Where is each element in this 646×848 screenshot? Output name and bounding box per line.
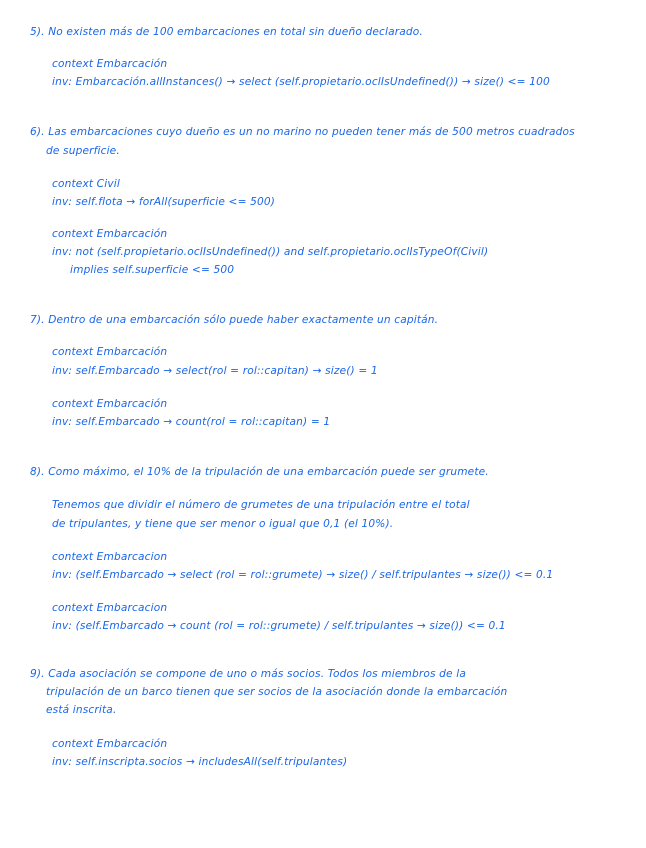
item-5-context: context Embarcación: [52, 58, 168, 70]
item-7-context-a: context Embarcación: [52, 346, 168, 358]
item-8-heading: 8). Como máximo, el 10% de la tripulación de una embarcación puede ser grumete.: [30, 466, 489, 478]
item-6-invariant-embarcacion: inv: not (self.propietario.oclIsUndefined()) and self.propietario.oclIsTypeOf(Civil): [52, 246, 489, 258]
item-7-context-b: context Embarcación: [52, 398, 168, 410]
item-8-paragraph-line-1: Tenemos que dividir el número de grumetes de una tripulación entre el total: [52, 499, 470, 511]
item-8-context-a: context Embarcacion: [52, 551, 168, 563]
item-8-context-b: context Embarcacion: [52, 602, 168, 614]
item-6-implies-line: implies self.superficie <= 500: [70, 264, 235, 276]
item-9-invariant: inv: self.inscripta.socios → includesAll(self.tripulantes): [52, 756, 348, 768]
item-8-invariant-b: inv: (self.Embarcado → count (rol = rol::grumete) / self.tripulantes → size()) <= 0.1: [52, 620, 506, 632]
item-6-context-civil: context Civil: [52, 178, 120, 190]
item-9-heading-line-2: tripulación de un barco tienen que ser socios de la asociación donde la embarcación: [46, 686, 508, 698]
item-8-invariant-a: inv: (self.Embarcado → select (rol = rol::grumete) → size() / self.tripulantes → size()) <= 0.1: [52, 569, 554, 581]
item-6-heading-line-2: de superficie.: [46, 145, 120, 157]
item-7-invariant-b: inv: self.Embarcado → count(rol = rol::capitan) = 1: [52, 416, 331, 428]
item-6-heading-line-1: 6). Las embarcaciones cuyo dueño es un no marino no pueden tener más de 500 metros cuadrados: [30, 126, 575, 138]
item-9-heading-line-3: está inscrita.: [46, 704, 117, 716]
item-8-paragraph-line-2: de tripulantes, y tiene que ser menor o igual que 0,1 (el 10%).: [52, 518, 394, 530]
item-5-invariant: inv: Embarcación.allInstances() → select (self.propietario.oclIsUndefined()) → size() <= 100: [52, 76, 550, 88]
item-9-context: context Embarcación: [52, 738, 168, 750]
item-7-invariant-a: inv: self.Embarcado → select(rol = rol::capitan) → size() = 1: [52, 365, 378, 377]
item-6-invariant-civil: inv: self.flota → forAll(superficie <= 500): [52, 196, 276, 208]
item-7-heading: 7). Dentro de una embarcación sólo puede haber exactamente un capitán.: [30, 314, 439, 326]
item-6-context-embarcacion: context Embarcación: [52, 228, 168, 240]
item-5-heading: 5). No existen más de 100 embarcaciones en total sin dueño declarado.: [30, 26, 423, 38]
item-9-heading-line-1: 9). Cada asociación se compone de uno o más socios. Todos los miembros de la: [30, 668, 466, 680]
